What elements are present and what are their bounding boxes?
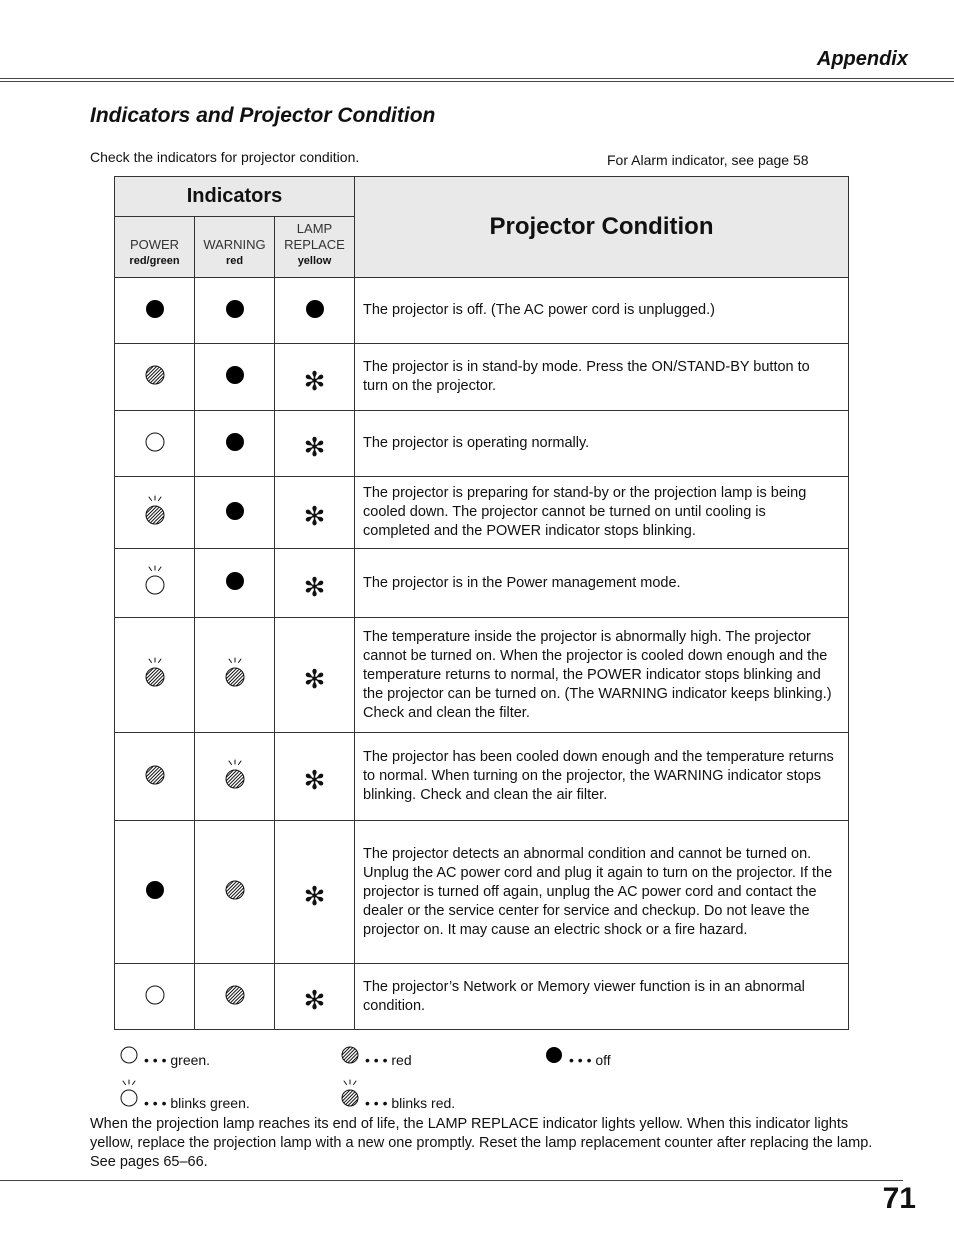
indicator-table — [114, 176, 849, 1030]
condition-text: The projector is in the Power management mode. — [355, 549, 849, 618]
power-indicator-cell — [115, 549, 195, 618]
warning-indicator-cell — [195, 821, 275, 964]
asterisk-icon: ✻ — [303, 365, 326, 396]
blink-red-indicator-icon — [339, 1079, 365, 1111]
legend-red — [339, 1044, 412, 1068]
condition-text: The projector is preparing for stand-by or the projection lamp is being cooled down. The projector cannot be turned on until cooling is completed and the POWER indicator stops blinking. — [355, 477, 849, 549]
red-indicator-icon — [224, 878, 246, 906]
condition-text: The projector detects an abnormal condition and cannot be turned on. Unplug the AC power cord and plug it again to turn on the projector. If the projector is turned off again, unplug the AC power cord and contact the dealer or the service center for service and checkup. Do not leave the projector on. It may cause an electric shock or a fire hazard. — [355, 821, 849, 964]
legend-label: • • • red — [365, 1052, 412, 1068]
condition-text: The temperature inside the projector is abnormally high. The projector cannot be turned on. When the projector is cooled down enough and the temperature returns to normal, the POWER indicator stops blinking and the projector can be turned on. (The WARNING indicator keeps blinking.) Check and clean the filter. — [355, 618, 849, 733]
table-row — [115, 344, 849, 411]
warning-indicator-cell — [195, 344, 275, 411]
table-row — [115, 411, 849, 477]
condition-text: The projector is in stand-by mode. Press the ON/STAND-BY button to turn on the projector. — [355, 344, 849, 411]
power-indicator-cell — [115, 618, 195, 733]
page-title: Indicators and Projector Condition — [90, 104, 436, 127]
intro-text: Check the indicators for projector condition. — [90, 149, 360, 165]
power-indicator-cell — [115, 477, 195, 549]
warning-indicator-cell — [195, 411, 275, 477]
lamp-indicator-cell — [275, 278, 355, 344]
off-indicator-icon — [224, 297, 246, 325]
power-indicator-cell — [115, 411, 195, 477]
table-row — [115, 278, 849, 344]
lamp-indicator-cell — [275, 411, 355, 477]
legend-off — [543, 1044, 611, 1068]
header-rule — [0, 78, 954, 79]
warning-indicator-cell — [195, 964, 275, 1030]
off-indicator-icon — [304, 297, 326, 325]
off-indicator-icon — [224, 363, 246, 391]
warning-indicator-cell — [195, 733, 275, 821]
off-indicator-icon — [224, 569, 246, 597]
legend-label: • • • off — [569, 1052, 611, 1068]
asterisk-icon: ✻ — [303, 663, 326, 694]
alarm-note: For Alarm indicator, see page 58 — [607, 152, 809, 168]
legend-blink-red — [339, 1079, 455, 1111]
condition-text: The projector is off. (The AC power cord is unplugged.) — [355, 278, 849, 344]
asterisk-icon: ✻ — [303, 571, 326, 602]
lamp-indicator-cell — [275, 477, 355, 549]
column-name: LAMP REPLACE — [284, 221, 345, 252]
blink-green-indicator-icon — [118, 1079, 144, 1111]
warning-column-header — [195, 217, 275, 278]
column-color: yellow — [297, 255, 332, 267]
header-rule-2 — [0, 81, 954, 82]
power-indicator-cell — [115, 821, 195, 964]
section-label: Appendix — [816, 48, 908, 70]
power-indicator-cell — [115, 733, 195, 821]
lamp-indicator-cell — [275, 821, 355, 964]
off-indicator-icon — [224, 499, 246, 527]
legend-label: • • • green. — [144, 1052, 211, 1068]
table-row — [115, 549, 849, 618]
off-indicator-icon — [224, 430, 246, 458]
table-row — [115, 733, 849, 821]
table-row — [115, 821, 849, 964]
red-indicator-icon — [339, 1044, 365, 1068]
off-indicator-icon — [144, 878, 166, 906]
green-indicator-icon — [144, 983, 166, 1011]
column-name: POWER — [129, 237, 180, 252]
lamp-indicator-cell — [275, 618, 355, 733]
asterisk-icon: ✻ — [303, 880, 326, 911]
lamp-replace-note: When the projection lamp reaches its end of life, the LAMP REPLACE indicator lights yellow. When this indicator lights yellow, replace the projection lamp with a new one promptly. Reset the lamp replacement counter after replacing the lamp. See pages 65–66. — [90, 1116, 873, 1170]
blink-green-indicator-icon — [144, 565, 166, 601]
green-indicator-icon — [144, 430, 166, 458]
table-row — [115, 964, 849, 1030]
green-indicator-icon — [118, 1044, 144, 1068]
blink-red-indicator-icon — [144, 495, 166, 531]
blink-red-indicator-icon — [224, 759, 246, 795]
table-row — [115, 618, 849, 733]
lamp-indicator-cell — [275, 964, 355, 1030]
red-indicator-icon — [144, 763, 166, 791]
condition-text: The projector’s Network or Memory viewer function is in an abnormal condition. — [355, 964, 849, 1030]
warning-indicator-cell — [195, 618, 275, 733]
column-color: red — [225, 255, 244, 267]
warning-indicator-cell — [195, 549, 275, 618]
table-row — [115, 477, 849, 549]
lamp-column-header — [275, 217, 355, 278]
legend-green — [118, 1044, 210, 1068]
page-number: 71 — [882, 1182, 916, 1215]
indicators-heading: Indicators — [115, 177, 355, 217]
lamp-indicator-cell — [275, 344, 355, 411]
warning-indicator-cell — [195, 278, 275, 344]
lamp-indicator-cell — [275, 733, 355, 821]
power-indicator-cell — [115, 344, 195, 411]
column-color: red/green — [129, 255, 180, 267]
lamp-indicator-cell — [275, 549, 355, 618]
blink-red-indicator-icon — [144, 657, 166, 693]
blink-red-indicator-icon — [224, 657, 246, 693]
red-indicator-icon — [144, 363, 166, 391]
asterisk-icon: ✻ — [303, 765, 326, 795]
power-indicator-cell — [115, 278, 195, 344]
condition-text: The projector is operating normally. — [355, 411, 849, 477]
column-name: WARNING — [203, 237, 266, 252]
asterisk-icon: ✻ — [303, 501, 326, 531]
footer-rule — [0, 1180, 903, 1181]
warning-indicator-cell — [195, 477, 275, 549]
condition-heading: Projector Condition — [355, 177, 849, 278]
asterisk-icon: ✻ — [303, 432, 326, 462]
condition-text: The projector has been cooled down enough and the temperature returns to normal. When turning on the projector, the WARNING indicator stops blinking. Check and clean the air filter. — [355, 733, 849, 821]
power-indicator-cell — [115, 964, 195, 1030]
legend-blink-green — [118, 1079, 250, 1111]
legend-label: • • • blinks green. — [144, 1095, 250, 1111]
legend-label: • • • blinks red. — [365, 1095, 456, 1111]
off-indicator-icon — [144, 297, 166, 325]
asterisk-icon: ✻ — [303, 985, 326, 1015]
red-indicator-icon — [224, 983, 246, 1011]
power-column-header — [115, 217, 195, 278]
off-indicator-icon — [543, 1044, 569, 1068]
